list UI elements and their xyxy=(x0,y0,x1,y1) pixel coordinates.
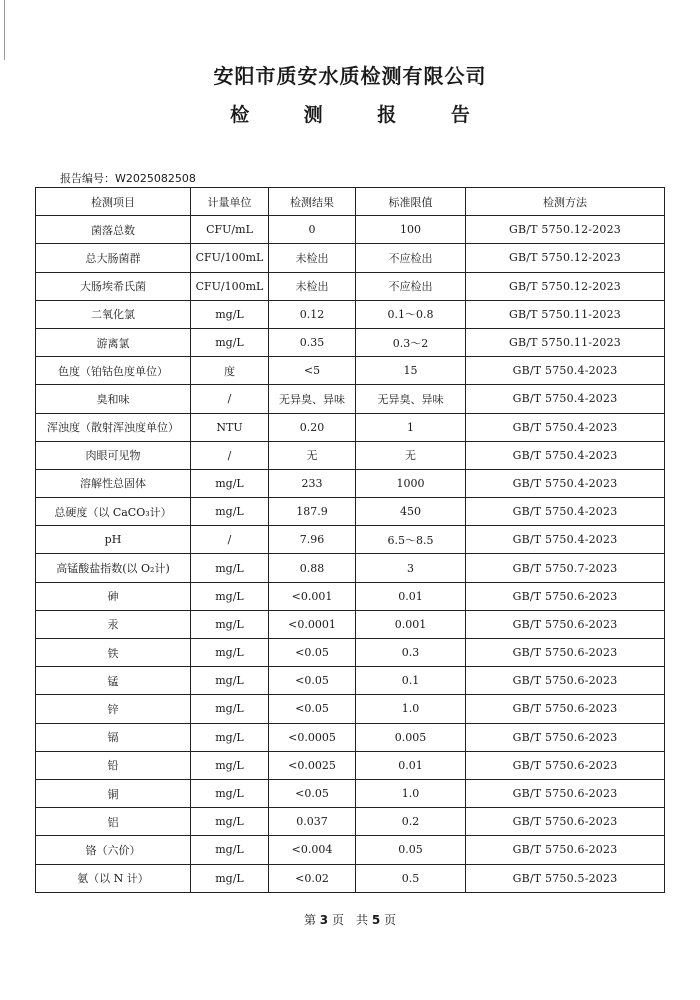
cell-unit: / xyxy=(191,441,269,469)
cell-unit: CFU/100mL xyxy=(191,244,269,272)
cell-method: GB/T 5750.12-2023 xyxy=(466,244,665,272)
cell-result: 0.35 xyxy=(269,328,356,356)
cell-result: <0.05 xyxy=(269,639,356,667)
cell-method: GB/T 5750.12-2023 xyxy=(466,216,665,244)
cell-result: 0.12 xyxy=(269,300,356,328)
cell-limit: 3 xyxy=(356,554,466,582)
cell-method: GB/T 5750.11-2023 xyxy=(466,300,665,328)
table-row xyxy=(36,385,665,413)
cell-method: GB/T 5750.6-2023 xyxy=(466,751,665,779)
cell-result: <0.001 xyxy=(269,582,356,610)
cell-method: GB/T 5750.6-2023 xyxy=(466,582,665,610)
cell-method: GB/T 5750.6-2023 xyxy=(466,695,665,723)
cell-limit: 100 xyxy=(356,216,466,244)
cell-result: <0.02 xyxy=(269,864,356,892)
cell-method: GB/T 5750.7-2023 xyxy=(466,554,665,582)
cell-unit: mg/L xyxy=(191,751,269,779)
table-row xyxy=(36,695,665,723)
cell-limit: 1.0 xyxy=(356,695,466,723)
cell-limit: 0.1 xyxy=(356,667,466,695)
cell-method: GB/T 5750.6-2023 xyxy=(466,667,665,695)
cell-unit: mg/L xyxy=(191,667,269,695)
header-limit: 标准限值 xyxy=(356,188,466,216)
table-row xyxy=(36,300,665,328)
scan-fold-mark xyxy=(4,0,5,60)
cell-result: 未检出 xyxy=(269,272,356,300)
cell-unit: mg/L xyxy=(191,469,269,497)
cell-result: <0.0025 xyxy=(269,751,356,779)
cell-unit: mg/L xyxy=(191,300,269,328)
cell-unit: mg/L xyxy=(191,864,269,892)
cell-unit: mg/L xyxy=(191,328,269,356)
cell-limit: 0.001 xyxy=(356,610,466,638)
cell-result: 0.88 xyxy=(269,554,356,582)
report-number-value: W2025082508 xyxy=(115,172,196,185)
cell-result: 无异臭、异味 xyxy=(269,385,356,413)
cell-result: 0.20 xyxy=(269,413,356,441)
table-row xyxy=(36,469,665,497)
table-row xyxy=(36,639,665,667)
cell-method: GB/T 5750.6-2023 xyxy=(466,779,665,807)
cell-item: 总硬度（以 CaCO₃计） xyxy=(36,498,191,526)
cell-limit: 0.01 xyxy=(356,582,466,610)
cell-unit: mg/L xyxy=(191,779,269,807)
cell-method: GB/T 5750.11-2023 xyxy=(466,328,665,356)
table-header-row xyxy=(36,188,665,216)
table-row xyxy=(36,667,665,695)
cell-limit: 0.01 xyxy=(356,751,466,779)
table-row xyxy=(36,751,665,779)
cell-limit: 0.2 xyxy=(356,808,466,836)
header-method: 检测方法 xyxy=(466,188,665,216)
table-row xyxy=(36,441,665,469)
cell-unit: mg/L xyxy=(191,639,269,667)
table-row xyxy=(36,582,665,610)
page-mid: 页 共 xyxy=(331,913,368,927)
cell-limit: 无异臭、异味 xyxy=(356,385,466,413)
cell-unit: / xyxy=(191,385,269,413)
cell-method: GB/T 5750.6-2023 xyxy=(466,836,665,864)
table-row xyxy=(36,836,665,864)
header-result: 检测结果 xyxy=(269,188,356,216)
cell-limit: 不应检出 xyxy=(356,272,466,300)
cell-item: 铝 xyxy=(36,808,191,836)
cell-method: GB/T 5750.5-2023 xyxy=(466,864,665,892)
cell-unit: / xyxy=(191,526,269,554)
cell-result: 7.96 xyxy=(269,526,356,554)
cell-item: 高锰酸盐指数(以 O₂计) xyxy=(36,554,191,582)
cell-limit: 0.5 xyxy=(356,864,466,892)
cell-item: 菌落总数 xyxy=(36,216,191,244)
page-suffix: 页 xyxy=(384,913,397,927)
table-row xyxy=(36,610,665,638)
cell-unit: mg/L xyxy=(191,582,269,610)
page-footer xyxy=(0,911,700,928)
table-row xyxy=(36,216,665,244)
cell-result: 233 xyxy=(269,469,356,497)
cell-result: <0.05 xyxy=(269,667,356,695)
cell-item: 铬（六价） xyxy=(36,836,191,864)
cell-item: 大肠埃希氏菌 xyxy=(36,272,191,300)
table-row xyxy=(36,413,665,441)
cell-item: 溶解性总固体 xyxy=(36,469,191,497)
cell-unit: CFU/100mL xyxy=(191,272,269,300)
cell-result: <0.004 xyxy=(269,836,356,864)
page-total: 5 xyxy=(371,913,381,927)
cell-item: 浑浊度（散射浑浊度单位） xyxy=(36,413,191,441)
cell-item: 锌 xyxy=(36,695,191,723)
table-body xyxy=(36,216,665,893)
cell-result: 未检出 xyxy=(269,244,356,272)
cell-limit: 1.0 xyxy=(356,779,466,807)
cell-item: 肉眼可见物 xyxy=(36,441,191,469)
cell-result: <0.0005 xyxy=(269,723,356,751)
cell-limit: 6.5～8.5 xyxy=(356,526,466,554)
cell-unit: mg/L xyxy=(191,610,269,638)
cell-result: <5 xyxy=(269,357,356,385)
cell-result: 无 xyxy=(269,441,356,469)
cell-limit: 0.05 xyxy=(356,836,466,864)
report-number-label: 报告编号： xyxy=(60,172,115,185)
cell-method: GB/T 5750.4-2023 xyxy=(466,526,665,554)
cell-limit: 1 xyxy=(356,413,466,441)
cell-method: GB/T 5750.6-2023 xyxy=(466,610,665,638)
company-name: 安阳市质安水质检测有限公司 xyxy=(213,64,487,88)
cell-method: GB/T 5750.6-2023 xyxy=(466,808,665,836)
cell-unit: 度 xyxy=(191,357,269,385)
cell-unit: mg/L xyxy=(191,723,269,751)
report-number xyxy=(60,170,196,186)
cell-item: 色度（铂钴色度单位） xyxy=(36,357,191,385)
cell-limit: 450 xyxy=(356,498,466,526)
cell-item: 砷 xyxy=(36,582,191,610)
cell-limit: 0.3～2 xyxy=(356,328,466,356)
table-row xyxy=(36,272,665,300)
cell-item: 臭和味 xyxy=(36,385,191,413)
cell-item: 铅 xyxy=(36,751,191,779)
cell-limit: 0.1～0.8 xyxy=(356,300,466,328)
table-row xyxy=(36,808,665,836)
page-current: 3 xyxy=(319,913,329,927)
cell-method: GB/T 5750.4-2023 xyxy=(466,357,665,385)
table-row xyxy=(36,864,665,892)
cell-method: GB/T 5750.6-2023 xyxy=(466,639,665,667)
cell-method: GB/T 5750.6-2023 xyxy=(466,723,665,751)
cell-limit: 0.3 xyxy=(356,639,466,667)
table-row xyxy=(36,244,665,272)
table-row xyxy=(36,779,665,807)
cell-unit: mg/L xyxy=(191,498,269,526)
cell-item: pH xyxy=(36,526,191,554)
cell-item: 铁 xyxy=(36,639,191,667)
cell-method: GB/T 5750.4-2023 xyxy=(466,498,665,526)
cell-item: 铜 xyxy=(36,779,191,807)
cell-item: 总大肠菌群 xyxy=(36,244,191,272)
table-row xyxy=(36,357,665,385)
cell-method: GB/T 5750.12-2023 xyxy=(466,272,665,300)
cell-item: 二氧化氯 xyxy=(36,300,191,328)
cell-item: 游离氯 xyxy=(36,328,191,356)
table-row xyxy=(36,328,665,356)
cell-item: 锰 xyxy=(36,667,191,695)
table-row xyxy=(36,526,665,554)
cell-item: 镉 xyxy=(36,723,191,751)
cell-result: 187.9 xyxy=(269,498,356,526)
cell-unit: mg/L xyxy=(191,836,269,864)
header-item: 检测项目 xyxy=(36,188,191,216)
cell-result: <0.0001 xyxy=(269,610,356,638)
table-row xyxy=(36,498,665,526)
table-row xyxy=(36,554,665,582)
cell-item: 氨（以 N 计） xyxy=(36,864,191,892)
cell-unit: mg/L xyxy=(191,808,269,836)
cell-limit: 无 xyxy=(356,441,466,469)
cell-method: GB/T 5750.4-2023 xyxy=(466,385,665,413)
cell-unit: CFU/mL xyxy=(191,216,269,244)
cell-limit: 不应检出 xyxy=(356,244,466,272)
cell-unit: mg/L xyxy=(191,554,269,582)
cell-limit: 15 xyxy=(356,357,466,385)
header-unit: 计量单位 xyxy=(191,188,269,216)
cell-item: 汞 xyxy=(36,610,191,638)
cell-result: 0 xyxy=(269,216,356,244)
table-row xyxy=(36,723,665,751)
cell-method: GB/T 5750.4-2023 xyxy=(466,469,665,497)
cell-limit: 1000 xyxy=(356,469,466,497)
cell-limit: 0.005 xyxy=(356,723,466,751)
cell-result: 0.037 xyxy=(269,808,356,836)
cell-method: GB/T 5750.4-2023 xyxy=(466,413,665,441)
cell-result: <0.05 xyxy=(269,779,356,807)
page-prefix: 第 xyxy=(303,913,316,927)
cell-method: GB/T 5750.4-2023 xyxy=(466,441,665,469)
cell-unit: NTU xyxy=(191,413,269,441)
report-title: 检 测 报 告 xyxy=(230,104,494,126)
results-table xyxy=(35,187,665,893)
cell-unit: mg/L xyxy=(191,695,269,723)
cell-result: <0.05 xyxy=(269,695,356,723)
